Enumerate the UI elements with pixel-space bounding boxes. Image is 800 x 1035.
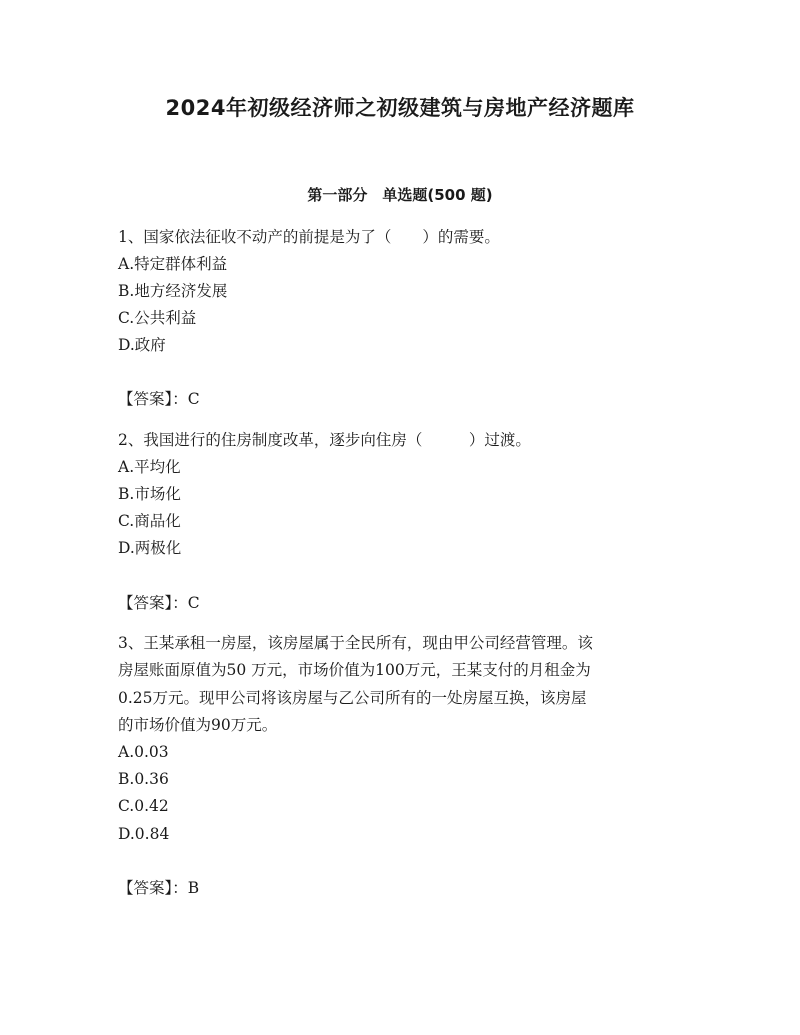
question-1-option-a: A.特定群体利益	[118, 255, 228, 273]
question-2-stem: 2、我国进行的住房制度改革，逐步向住房（ ）过渡。	[118, 431, 531, 449]
question-3-option-a: A.0.03	[118, 743, 169, 761]
question-3-option-c: C.0.42	[118, 797, 169, 815]
question-3-stem-line-3: 0.25万元。现甲公司将该房屋与乙公司所有的一处房屋互换，该房屋	[118, 689, 587, 707]
question-2-option-a: A.平均化	[118, 458, 181, 476]
answer-value: C	[187, 390, 200, 408]
document-title: 2024年初级经济师之初级建筑与房地产经济题库	[165, 96, 635, 120]
question-3-stem-line-2: 房屋账面原值为50 万元，市场价值为100万元，王某支付的月租金为	[118, 661, 591, 679]
question-1-option-c: C.公共利益	[118, 309, 197, 327]
answer-label: 【答案】：	[118, 594, 188, 612]
question-2-answer	[118, 593, 200, 613]
question-3-option-b: B.0.36	[118, 770, 169, 788]
question-2-option-d: D.两极化	[118, 539, 182, 557]
answer-label: 【答案】：	[118, 879, 188, 897]
question-3-stem-line-4: 的市场价值为90万元。	[118, 716, 278, 734]
question-3-stem-line-1: 3、王某承租一房屋，该房屋属于全民所有，现由甲公司经营管理。该	[118, 634, 593, 652]
answer-label: 【答案】：	[118, 390, 188, 408]
question-2-option-b: B.市场化	[118, 485, 181, 503]
question-1-option-b: B.地方经济发展	[118, 282, 228, 300]
question-1-option-d: D.政府	[118, 336, 166, 354]
section-heading: 第一部分 单选题(500 题)	[307, 186, 493, 204]
answer-value: B	[187, 879, 200, 897]
question-1-answer	[118, 389, 200, 409]
answer-value: C	[187, 594, 200, 612]
question-3-option-d: D.0.84	[118, 825, 170, 843]
question-1-stem: 1、国家依法征收不动产的前提是为了（ ）的需要。	[118, 228, 500, 246]
question-2-option-c: C.商品化	[118, 512, 181, 530]
question-3-answer	[118, 878, 199, 898]
